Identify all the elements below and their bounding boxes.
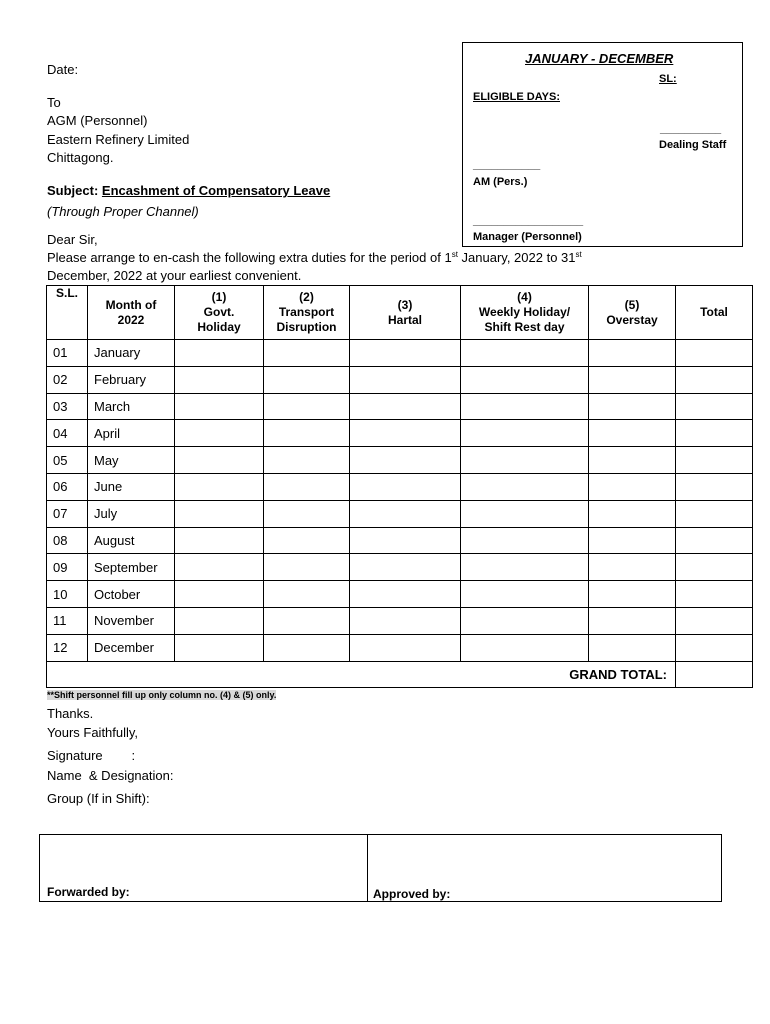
entry-cell[interactable] bbox=[589, 447, 676, 474]
entry-cell[interactable] bbox=[589, 527, 676, 554]
manager-line: __________________ bbox=[473, 215, 584, 227]
subject-line bbox=[47, 183, 330, 198]
entry-cell[interactable] bbox=[461, 527, 589, 554]
entry-cell[interactable] bbox=[676, 366, 753, 393]
table-row bbox=[47, 447, 753, 474]
month-cell: December bbox=[88, 634, 175, 661]
entry-cell[interactable] bbox=[676, 340, 753, 367]
header-text: Weekly Holiday/ bbox=[478, 305, 571, 319]
duty-table bbox=[46, 285, 753, 688]
am-line: ___________ bbox=[473, 159, 541, 171]
entry-cell[interactable] bbox=[350, 393, 461, 420]
header-text: Month of bbox=[105, 297, 157, 312]
entry-cell[interactable] bbox=[264, 340, 350, 367]
entry-cell[interactable] bbox=[676, 634, 753, 661]
entry-cell[interactable] bbox=[175, 447, 264, 474]
entry-cell[interactable] bbox=[589, 366, 676, 393]
month-cell: September bbox=[88, 554, 175, 581]
header-text: Holiday bbox=[197, 320, 241, 334]
name-designation-label: Name & Designation: bbox=[47, 768, 174, 783]
month-cell: January bbox=[88, 340, 175, 367]
month-cell: May bbox=[88, 447, 175, 474]
sl-cell: 10 bbox=[47, 581, 88, 608]
entry-cell[interactable] bbox=[589, 634, 676, 661]
table-row bbox=[47, 581, 753, 608]
entry-cell[interactable] bbox=[264, 500, 350, 527]
shift-note: **Shift personnel fill up only column no. (4) & (5) only. bbox=[47, 690, 277, 700]
entry-cell[interactable] bbox=[461, 447, 589, 474]
sl-cell: 12 bbox=[47, 634, 88, 661]
subject-text: Encashment of Compensatory Leave bbox=[101, 183, 331, 198]
recipient-title: AGM (Personnel) bbox=[47, 113, 148, 128]
entry-cell[interactable] bbox=[676, 473, 753, 500]
entry-cell[interactable] bbox=[175, 634, 264, 661]
entry-cell[interactable] bbox=[461, 473, 589, 500]
entry-cell[interactable] bbox=[676, 527, 753, 554]
header-text: (3) bbox=[397, 297, 413, 312]
entry-cell[interactable] bbox=[175, 527, 264, 554]
entry-cell[interactable] bbox=[175, 420, 264, 447]
group-label: Group (If in Shift): bbox=[47, 791, 150, 806]
sl-cell: 06 bbox=[47, 473, 88, 500]
table-row bbox=[47, 473, 753, 500]
am-label: AM (Pers.) bbox=[473, 176, 528, 188]
table-row bbox=[47, 554, 753, 581]
sl-cell: 02 bbox=[47, 366, 88, 393]
subject-channel: (Through Proper Channel) bbox=[47, 204, 199, 219]
dealing-staff-label: Dealing Staff bbox=[659, 139, 727, 151]
header-text: Shift Rest day bbox=[484, 320, 565, 334]
dealing-staff-line: __________ bbox=[660, 123, 722, 135]
forward-box-divider bbox=[367, 835, 368, 901]
forwarded-by-label: Forwarded by: bbox=[47, 885, 130, 899]
entry-cell[interactable] bbox=[589, 581, 676, 608]
header-text: 2022 bbox=[117, 312, 145, 327]
signature-label: Signature : bbox=[47, 748, 136, 763]
table-header-cell bbox=[175, 286, 264, 340]
thanks-text: Thanks. bbox=[47, 706, 94, 721]
grand-total-label: GRAND TOTAL: bbox=[47, 661, 676, 687]
entry-cell[interactable] bbox=[461, 340, 589, 367]
to-label: To bbox=[47, 95, 61, 110]
month-cell: August bbox=[88, 527, 175, 554]
approval-box-title: JANUARY - DECEMBER bbox=[525, 51, 674, 66]
letter-sup2: st bbox=[575, 250, 582, 259]
entry-cell[interactable] bbox=[589, 500, 676, 527]
entry-cell[interactable] bbox=[350, 527, 461, 554]
eligible-days-label: ELIGIBLE DAYS: bbox=[473, 91, 560, 103]
table-body bbox=[47, 340, 753, 688]
entry-cell[interactable] bbox=[461, 500, 589, 527]
yours-faithfully: Yours Faithfully, bbox=[47, 725, 139, 740]
entry-cell[interactable] bbox=[350, 420, 461, 447]
entry-cell[interactable] bbox=[589, 420, 676, 447]
header-text: Transport bbox=[278, 305, 335, 319]
entry-cell[interactable] bbox=[264, 527, 350, 554]
sl-cell: 11 bbox=[47, 607, 88, 634]
entry-cell[interactable] bbox=[264, 581, 350, 608]
month-cell: October bbox=[88, 581, 175, 608]
entry-cell[interactable] bbox=[589, 393, 676, 420]
month-cell: July bbox=[88, 500, 175, 527]
entry-cell[interactable] bbox=[589, 473, 676, 500]
entry-cell[interactable] bbox=[350, 607, 461, 634]
letter-body-part1: Please arrange to en-cash the following extra duties for the period of 1 bbox=[47, 250, 452, 265]
header-text: S.L. bbox=[55, 286, 78, 300]
table-header-cell bbox=[350, 286, 461, 340]
sl-cell: 03 bbox=[47, 393, 88, 420]
entry-cell[interactable] bbox=[175, 500, 264, 527]
month-cell: March bbox=[88, 393, 175, 420]
sl-cell: 08 bbox=[47, 527, 88, 554]
entry-cell[interactable] bbox=[175, 554, 264, 581]
table-row bbox=[47, 527, 753, 554]
entry-cell[interactable] bbox=[264, 393, 350, 420]
entry-cell[interactable] bbox=[676, 581, 753, 608]
table-row bbox=[47, 393, 753, 420]
header-text: (2) bbox=[299, 290, 314, 304]
date-label: Date: bbox=[47, 62, 79, 77]
salutation: Dear Sir, bbox=[47, 232, 98, 247]
entry-cell[interactable] bbox=[175, 393, 264, 420]
table-header-cell bbox=[589, 286, 676, 340]
entry-cell[interactable] bbox=[350, 447, 461, 474]
header-text: Disruption bbox=[276, 320, 337, 334]
table-header-cell bbox=[676, 286, 753, 340]
entry-cell[interactable] bbox=[676, 500, 753, 527]
manager-label: Manager (Personnel) bbox=[473, 231, 582, 243]
table-header-row bbox=[47, 286, 753, 340]
entry-cell[interactable] bbox=[676, 393, 753, 420]
entry-cell[interactable] bbox=[264, 420, 350, 447]
entry-cell[interactable] bbox=[676, 420, 753, 447]
header-text: (1) bbox=[211, 290, 227, 304]
entry-cell[interactable] bbox=[175, 366, 264, 393]
entry-cell[interactable] bbox=[350, 473, 461, 500]
subject-label: Subject: bbox=[47, 183, 99, 198]
header-text: Overstay bbox=[606, 312, 658, 327]
entry-cell[interactable] bbox=[264, 607, 350, 634]
letter-body-line1 bbox=[47, 250, 582, 265]
recipient-city: Chittagong. bbox=[47, 150, 114, 165]
sl-cell: 05 bbox=[47, 447, 88, 474]
entry-cell[interactable] bbox=[461, 366, 589, 393]
entry-cell[interactable] bbox=[461, 607, 589, 634]
header-text: (5) bbox=[624, 297, 640, 312]
sl-cell: 01 bbox=[47, 340, 88, 367]
grand-total-cell[interactable] bbox=[676, 661, 753, 687]
sl-cell: 09 bbox=[47, 554, 88, 581]
table-row bbox=[47, 340, 753, 367]
table-row bbox=[47, 366, 753, 393]
month-cell: November bbox=[88, 607, 175, 634]
entry-cell[interactable] bbox=[589, 554, 676, 581]
entry-cell[interactable] bbox=[175, 581, 264, 608]
entry-cell[interactable] bbox=[461, 634, 589, 661]
entry-cell[interactable] bbox=[461, 554, 589, 581]
entry-cell[interactable] bbox=[264, 634, 350, 661]
entry-cell[interactable] bbox=[461, 420, 589, 447]
forward-approve-box bbox=[39, 834, 722, 902]
approval-box bbox=[462, 42, 743, 247]
letter-body-part2: January, 2022 to 31 bbox=[457, 250, 576, 265]
entry-cell[interactable] bbox=[350, 500, 461, 527]
entry-cell[interactable] bbox=[461, 581, 589, 608]
entry-cell[interactable] bbox=[589, 607, 676, 634]
table-header-cell bbox=[264, 286, 350, 340]
entry-cell[interactable] bbox=[676, 607, 753, 634]
header-text: Hartal bbox=[387, 312, 422, 327]
entry-cell[interactable] bbox=[175, 607, 264, 634]
letter-body-line2: December, 2022 at your earliest convenient. bbox=[47, 268, 302, 283]
sl-label: SL: bbox=[659, 73, 677, 85]
entry-cell[interactable] bbox=[350, 634, 461, 661]
entry-cell[interactable] bbox=[350, 366, 461, 393]
header-text: Govt. bbox=[203, 305, 235, 319]
entry-cell[interactable] bbox=[350, 340, 461, 367]
letter-sup1: st bbox=[451, 250, 458, 259]
table-header-cell bbox=[461, 286, 589, 340]
table-row bbox=[47, 607, 753, 634]
month-cell: April bbox=[88, 420, 175, 447]
sl-cell: 04 bbox=[47, 420, 88, 447]
sl-cell: 07 bbox=[47, 500, 88, 527]
grand-total-row bbox=[47, 661, 753, 687]
entry-cell[interactable] bbox=[264, 554, 350, 581]
entry-cell[interactable] bbox=[676, 447, 753, 474]
table-row bbox=[47, 634, 753, 661]
entry-cell[interactable] bbox=[264, 366, 350, 393]
entry-cell[interactable] bbox=[676, 554, 753, 581]
entry-cell[interactable] bbox=[175, 473, 264, 500]
header-text: (4) bbox=[517, 290, 532, 304]
entry-cell[interactable] bbox=[589, 340, 676, 367]
recipient-company: Eastern Refinery Limited bbox=[47, 132, 190, 147]
month-cell: June bbox=[88, 473, 175, 500]
header-text: Total bbox=[700, 305, 728, 319]
table-row bbox=[47, 500, 753, 527]
entry-cell[interactable] bbox=[264, 447, 350, 474]
entry-cell[interactable] bbox=[264, 473, 350, 500]
entry-cell[interactable] bbox=[461, 393, 589, 420]
approved-by-label: Approved by: bbox=[373, 887, 451, 901]
month-cell: February bbox=[88, 366, 175, 393]
table-header-cell bbox=[47, 286, 88, 340]
entry-cell[interactable] bbox=[350, 581, 461, 608]
entry-cell[interactable] bbox=[350, 554, 461, 581]
entry-cell[interactable] bbox=[175, 340, 264, 367]
table-row bbox=[47, 420, 753, 447]
table-header-cell bbox=[88, 286, 175, 340]
